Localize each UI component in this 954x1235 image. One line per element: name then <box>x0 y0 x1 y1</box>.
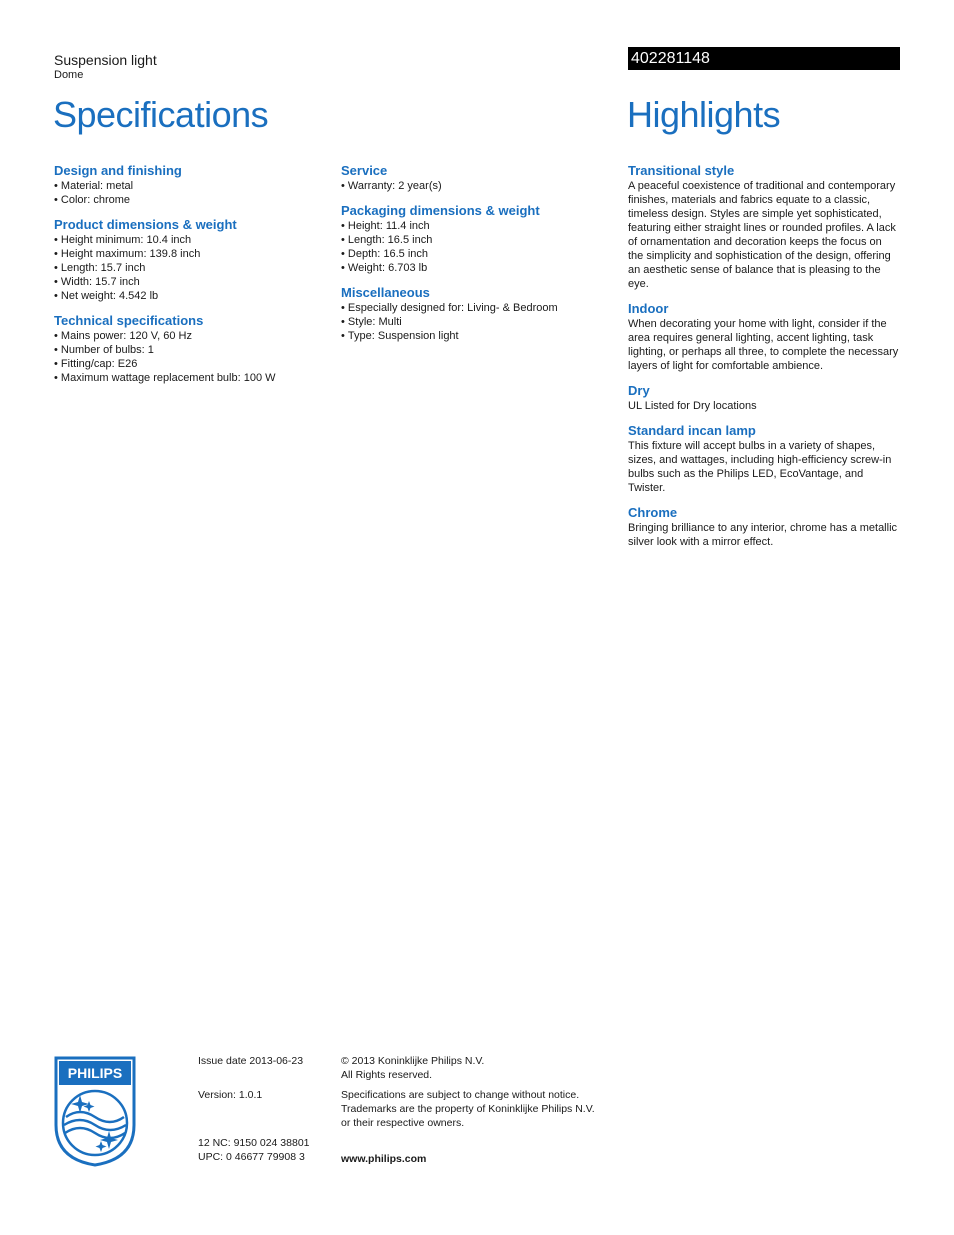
highlight-text: This fixture will accept bulbs in a variety of shapes, sizes, and wattages, including high-efficiency screw-in bulbs such as the Philips LED, EcoVantage, and Twister. <box>628 440 892 494</box>
specifications-heading: Specifications <box>53 94 269 135</box>
highlights-column <box>628 163 900 549</box>
highlight-title: Chrome <box>628 505 678 520</box>
footer-legal <box>341 1054 621 1166</box>
spec-section <box>54 313 334 385</box>
specs-column-1 <box>54 163 334 385</box>
spec-section <box>54 163 334 207</box>
spec-list <box>341 179 611 193</box>
spec-item: • Height minimum: 10.4 inch <box>54 233 334 247</box>
highlight-title: Transitional style <box>628 163 735 178</box>
highlight-block <box>628 423 900 495</box>
highlight-text: When decorating your home with light, consider if the area requires general lighting, accent lighting, task lighting, or perhaps all three, to complete the necessary layers of light for comfortable ambience. <box>628 318 899 372</box>
spec-section-title: Service <box>341 163 388 178</box>
disclaimer-line-2: Trademarks are the property of Koninklijke Philips N.V. <box>341 1103 595 1115</box>
spec-item: • Height: 11.4 inch <box>341 219 611 233</box>
spec-section <box>341 285 611 343</box>
spec-item: • Net weight: 4.542 lb <box>54 289 334 303</box>
spec-item: • Maximum wattage replacement bulb: 100 W <box>54 371 334 385</box>
highlight-title: Indoor <box>628 301 669 316</box>
logo-text: PHILIPS <box>67 1065 123 1081</box>
product-subtitle: Dome <box>54 69 84 81</box>
spec-item: • Fitting/cap: E26 <box>54 357 334 371</box>
spec-item: • Style: Multi <box>341 315 611 329</box>
upc-number: UPC: 0 46677 79908 3 <box>198 1151 305 1163</box>
spec-list <box>341 301 611 343</box>
spec-section-title: Product dimensions & weight <box>54 217 237 232</box>
website-link[interactable]: www.philips.com <box>341 1153 427 1165</box>
spec-section-title: Miscellaneous <box>341 285 430 300</box>
highlight-block <box>628 505 900 549</box>
product-code-bar: 402281148 <box>628 47 900 70</box>
spec-section-title: Packaging dimensions & weight <box>341 203 540 218</box>
spec-section <box>341 203 611 275</box>
spec-section-title: Technical specifications <box>54 313 204 328</box>
highlight-title: Dry <box>628 383 650 398</box>
spec-section <box>54 217 334 303</box>
disclaimer-line-3: or their respective owners. <box>341 1117 465 1129</box>
spec-list <box>54 329 334 385</box>
product-name: Suspension light <box>54 52 157 68</box>
spec-item: • Length: 15.7 inch <box>54 261 334 275</box>
highlight-text: A peaceful coexistence of traditional and contemporary finishes, materials and fabrics equate to a classic, timeless design. Styles are simple yet sophisticated, featuring either straight lines or rounded profiles. A lack of ornamentation and decoration keeps the focus on the simplicity and sophistication of the design, offering an aesthetic sense of balance that is pleasing to the eye. <box>628 180 896 290</box>
spec-item: • Especially designed for: Living- & Bedroom <box>341 301 611 315</box>
highlight-title: Standard incan lamp <box>628 423 756 438</box>
specs-column-2 <box>341 163 611 343</box>
spec-item: • Number of bulbs: 1 <box>54 343 334 357</box>
spec-list <box>341 219 611 275</box>
spec-item: • Mains power: 120 V, 60 Hz <box>54 329 334 343</box>
spec-item: • Length: 16.5 inch <box>341 233 611 247</box>
philips-shield-logo <box>53 1055 137 1172</box>
rights: All Rights reserved. <box>341 1069 433 1081</box>
version: Version: 1.0.1 <box>198 1089 263 1101</box>
spec-item: • Material: metal <box>54 179 334 193</box>
highlight-text: Bringing brilliance to any interior, chrome has a metallic silver look with a mirror effect. <box>628 522 898 548</box>
footer-meta <box>198 1054 328 1164</box>
disclaimer-line-1: Specifications are subject to change without notice. <box>341 1089 580 1101</box>
spec-item: • Height maximum: 139.8 inch <box>54 247 334 261</box>
highlight-block <box>628 301 900 373</box>
spec-item: • Color: chrome <box>54 193 334 207</box>
issue-date: Issue date 2013-06-23 <box>198 1055 304 1067</box>
highlights-heading: Highlights <box>627 94 781 135</box>
highlight-text: UL Listed for Dry locations <box>628 400 757 412</box>
spec-item: • Depth: 16.5 inch <box>341 247 611 261</box>
spec-item: • Warranty: 2 year(s) <box>341 179 611 193</box>
spec-section <box>341 163 611 193</box>
copyright: © 2013 Koninklijke Philips N.V. <box>341 1055 485 1067</box>
nc-number: 12 NC: 9150 024 38801 <box>198 1137 310 1149</box>
spec-list <box>54 233 334 303</box>
spec-list <box>54 179 334 207</box>
spec-item: • Weight: 6.703 lb <box>341 261 611 275</box>
spec-section-title: Design and finishing <box>54 163 182 178</box>
highlight-block <box>628 383 900 413</box>
spec-item: • Width: 15.7 inch <box>54 275 334 289</box>
highlight-block <box>628 163 900 291</box>
spec-item: • Type: Suspension light <box>341 329 611 343</box>
